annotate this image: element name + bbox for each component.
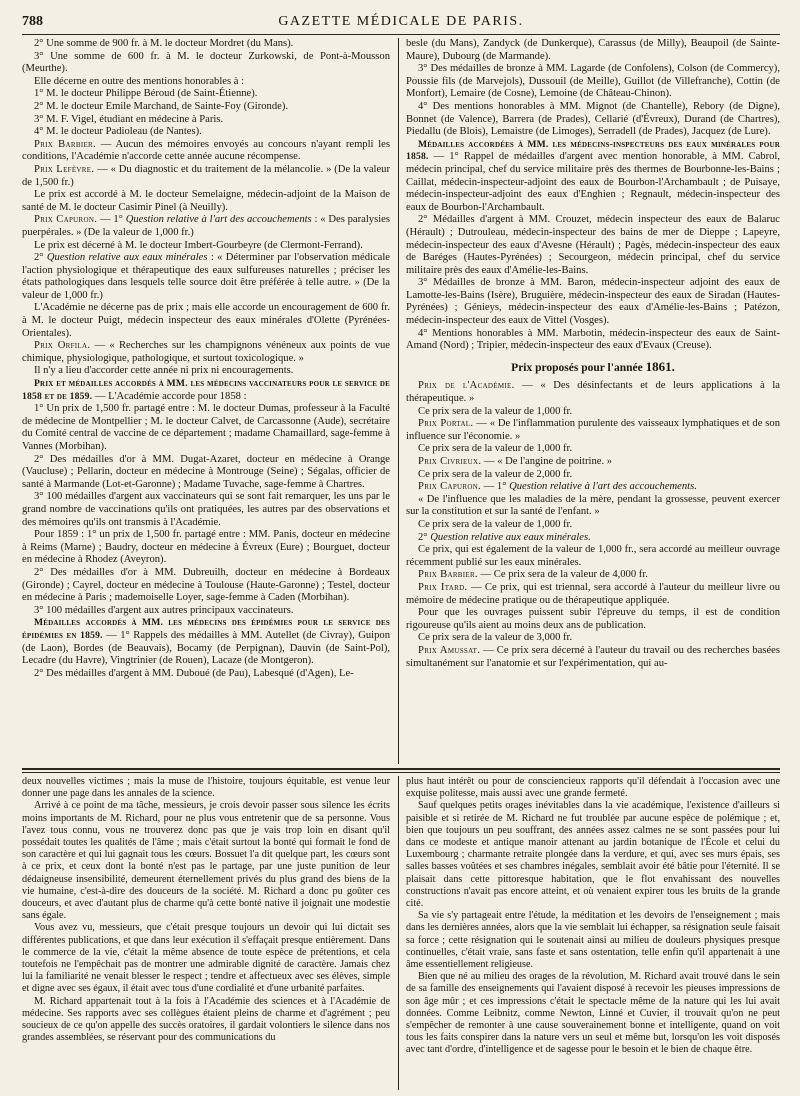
section-divider-thin — [22, 772, 780, 773]
prize-name: Prix Orfila. — [34, 340, 91, 352]
prize-name: Prix Capuron. — [418, 481, 481, 493]
prix-capuron-paragraph: Prix Capuron. — 1° Question relative à l'art des accouchements : « Des paralysies puerpérales. » (De la valeur de 1,000 fr.) — [22, 214, 390, 238]
running-title: GAZETTE MÉDICALE DE PARIS. — [278, 14, 524, 29]
prize-name: Prix Barbier. — [418, 569, 478, 581]
paragraph: Ce prix, qui est également de la valeur de 1,000 fr., sera accordé au meilleur ouvrage récemment publié sur les eaux minérales. — [406, 544, 780, 568]
prix-orfila-paragraph: Prix Orfila. — « Recherches sur les champignons vénéneux aux points de vue chimique, physiologique, pathologique, et surtout toxicologique. » — [22, 340, 390, 364]
paragraph: Bien que né au milieu des orages de la révolution, M. Richard avait trouvé dans le sein de sa famille des enseignements qui l'avaient disposé à recevoir les pieuses impressions de son âge mûr ; et ces impressions c'était le spectacle même de la nature qui les lui avait données. Comme Leibnitz, comme Newton, Linné et Cuvier, il trouvait qu'on ne peut s'empêcher de remonter à une cause souverainement bonne et intelligente, quand on voit tous les faits conspirer dans la nature vers un seul et même but, lorsqu'on les voit disposés avec tant d'ordre, d'intelligence et de sagesse pour le besoin et le bien de chaque être. — [406, 971, 780, 1056]
section-lead: Prix et médailles accordés à MM. les médecins vaccinateurs pour le service de 1858 et de 1859. — [22, 378, 390, 402]
paragraph: 3° Médailles de bronze à MM. Baron, médecin-inspecteur adjoint des eaux de Lamotte-les-Bains (Isère), Bruguière, médecin-inspecteur des eaux de Siradan (Hautes-Pyrénées) ; Génieys, médecin-inspecteur des eaux d'Amélie-les-Bains ; Patézon, médecin-inspecteur des eaux de Vittel (Vosges). — [406, 277, 780, 327]
paragraph: 3° Une somme de 600 fr. à M. le docteur Zurkowski, de Pont-à-Mousson (Meurthe). — [22, 50, 390, 75]
column-divider-lower — [398, 776, 399, 1090]
paragraph: 2° M. le docteur Emile Marchand, de Sainte-Foy (Gironde). — [34, 100, 289, 112]
paragraph: 4° Des mentions honorables à MM. Mignot (de Chantelle), Rebory (de Digne), Bonnet (de Valence), Barrera (de Prades), Cellarié (d'Évreux), Durand (de Chartres), Piedallu (de Blois), Lemaistre (de Limoges), Serradell (de Prades), Jacquez (de Lure). — [406, 100, 780, 138]
prix-itard-paragraph: Prix Itard. — Ce prix, qui est triennal, sera accordé à l'auteur du meilleur livre ou mémoire de médecine pratique ou de thérapeutique appliquée. — [406, 581, 780, 606]
paragraph: Le prix est accordé à M. le docteur Semelaigne, médecin-adjoint de la Maison de santé de M. le docteur Casimir Pinel (à Neuilly). — [22, 189, 390, 213]
paragraph: L'Académie ne décerne pas de prix ; mais elle accorde un encouragement de 600 fr. à M. le docteur Puigt, médecin inspecteur des eaux minérales d'Olette (Pyrénées-Orientales). — [22, 302, 390, 339]
prize-name: Prix Barbier. — [34, 138, 96, 150]
paragraph: 2° Des médailles d'argent à MM. Duboué (de Pau), Labesqué (d'Agen), Le- — [34, 667, 354, 679]
paragraph: Le prix est décerné à M. le docteur Imbert-Gourbeyre (de Clermont-Ferrand). — [34, 239, 363, 251]
section-divider — [22, 768, 780, 770]
column-divider — [398, 38, 399, 764]
paragraph: 2° Question relative aux eaux minérales : « Déterminer par l'observation médicale l'action physiologique et thérapeutique des eaux sulfureuses naturelles ; préciser les états pathologiques dans lesquels telle source doit être préférée à telle autre. » (De la valeur de 1,000 fr.) — [22, 252, 390, 301]
paragraph: besle (du Mans), Zandyck (de Dunkerque), Carassus (de Milly), Beaupoil (de Sainte-Maure), Dubourg (de Marmande). — [406, 38, 780, 62]
paragraph: Arrivé à ce point de ma tâche, messieurs, je crois devoir passer sous silence les écrits moins importants de M. Richard, pour ne plus vous entretenir que de sa personne. Vous l'avez tous connu, vous ne trouverez donc pas que je vais trop loin en disant qu'il possédait toutes les qualités de l'âme ; mais c'était surtout la bonté qui formait le fond de son caractère et qui lui gagnait tous les cœurs. Bossuet l'a dit quelque part, les cœurs sont à ce prix, et ceux dont la bonté n'est pas le partage, par une juste punition de leur dédaigneuse insensibilité, demeurent éternellement privés du plus grand des biens de la vie humaine, c'est-à-dire des douceurs de la société. M. Richard a donc pu goûter ces douceurs, et avec d'autant plus de charme qu'à cette bonté native il joignait une modestie sans égale. — [22, 800, 390, 922]
paragraph: Pour 1859 : 1° un prix de 1,500 fr. partagé entre : MM. Panis, docteur en médecine à Reims (Marne) ; Baudry, docteur en médecine à Évreux (Eure) ; Bourguet, docteur en médecine à Rhodez (Aveyron). — [22, 529, 390, 566]
prix-portal-paragraph: Prix Portal. — « De l'inflammation purulente des vaisseaux lymphatiques et de son influence sur l'économie. » — [406, 418, 780, 442]
paragraph: 3° 100 médailles d'argent aux autres principaux vaccinateurs. — [34, 604, 294, 616]
paragraph: Il n'y a lieu d'accorder cette année ni prix ni encouragements. — [34, 365, 294, 377]
prix-barbier-1861-paragraph: Prix Barbier. — Ce prix sera de la valeur de 4,000 fr. — [418, 569, 648, 581]
column-upper-right — [406, 38, 780, 764]
paragraph: 1° Un prix de 1,500 fr. partagé entre : M. le docteur Dumas, professeur à la Faculté de médecine de Montpellier ; M. le docteur Calvet, de Carcassonne (Aude), secrétaire du Comité central de vaccine de ce département ; madame Chamaillard, sage-femme à Vannes (Morbihan). — [22, 403, 390, 452]
paragraph: Vous avez vu, messieurs, que c'était presque toujours un devoir qui lui dictait ses différentes publications, et que dans leur exécution il s'effaçait presque entièrement. Dans le commerce de la vie, c'était la même absence de toute espèce de prétentions, et cela toutefois ne l'empêchait pas de montrer une admirable dignité de caractère. Jamais chez lui la familiarité ne venait blesser le respect ; tendre et affectueux avec ses élèves, simple et digne avec ses égaux, il était avec tous d'une cordialité et d'une urbanité parfaites. — [22, 922, 390, 995]
prix-lefevre-paragraph: Prix Lefèvre. — « Du diagnostic et du traitement de la mélancolie. » (De la valeur de 1,500 fr.) — [22, 163, 390, 188]
paragraph: Ce prix sera de la valeur de 1,000 fr. — [418, 405, 573, 417]
prize-name: Prix Capuron. — [34, 214, 98, 226]
prize-name: Prix Lefèvre. — [34, 163, 95, 175]
paragraph: 2° Des médailles d'or à MM. Dubreuilh, docteur en médecine à Bordeaux (Gironde) ; Cayrel, docteur en médecine à Toulouse (Haute-Garonne) ; Testel, docteur en médecine à Paris ; mademoiselle Loyer, sage-femme à Caden (Morbihan). — [22, 566, 390, 604]
eaux-paragraph: Médailles accordées à MM. les médecins-inspecteurs des eaux minérales pour 1858. — 1° Rappel de médailles d'argent avec mention honorable, à MM. Cabrol, médecin principal, chef du service militaire près des thermes de Bourbonne-les-Bains ; Caillat, médecin-inspecteur-adjoint des eaux de Bourbon-l'Archambault ; de Puisaye, médecin-inspecteur-adjoint des eaux d'Enghien ; Regnault, médecin-inspecteur des eaux de Bourbon-l'Archambault. — [406, 138, 780, 213]
paragraph: Pour que les ouvrages puissent subir l'épreuve du temps, il est de condition rigoureuse qu'ils aient au moins deux ans de publication. — [406, 607, 780, 631]
section-lead: Médailles accordés à MM. les médecins des épidémies pour le service des épidémies en 1859. — [22, 617, 390, 641]
prize-name: Prix Civrieux. — [418, 456, 482, 467]
page-header — [22, 14, 780, 34]
paragraph: Elle décerne en outre des mentions honorables à : — [34, 75, 245, 87]
paragraph: M. Richard appartenait tout à la fois à l'Académie des sciences et à l'Académie de médecine. Ses rapports avec ses collègues étaient pleins de charme et d'agrément ; peu soucieux de ce qu'on appelle des succès oratoires, il gardait volontiers le silence dans nos grandes assemblées, se réservant pour des communications du — [22, 995, 390, 1044]
section-title-prix-1861: Prix proposés pour l'année 1861. — [511, 358, 675, 374]
paragraph: 2° Médailles d'argent à MM. Crouzet, médecin inspecteur des eaux de Balaruc (Hérault) ; Dutrouleau, médecin-inspecteur des bains de mer de Dieppe ; Lapeyre, médecin-inspecteur des eaux d'Avesne (Hérault) ; Pagès, médecin-inspecteur des eaux de Baréges (Hautes-Pyrénées) ; Secourgeon, médecin principal, chef du service militaire près des eaux d'Amélie-les-Bains. — [406, 214, 780, 276]
page-number: 788 — [22, 14, 43, 29]
paragraph: Sa vie s'y partageait entre l'étude, la méditation et les devoirs de l'enseignement ; mais dans les dernières années, alors que la vie semblait lui échapper, sa résignation seule faisait sa force ; cette résignation qui le soutenait ainsi au milieu de douleurs physiques presque continuelles, c'était vraie, sans faste et sans ostentation, telle enfin qu'il appartenait à une âme essentiellement religieuse. — [406, 910, 780, 971]
paragraph: 3° Des médailles de bronze à MM. Lagarde (de Confolens), Colson (de Commercy), Poussie fils (de Marvejols), Dussouil (de Meille), Guillot (de Villefranche), Cottin (de Monfort), Lemaire (de Cosne), Lemoine (de Château-Chinon). — [406, 63, 780, 100]
epidemies-paragraph: Médailles accordés à MM. les médecins des épidémies pour le service des épidémies en 1859. — 1° Rappels des médailles à MM. Autellet (de Civray), Guipon (de Laon), Bordes (de Beauvais), Bocamy (de Perpignan), Dauvin (de Saint-Pol), Lecadre (du Havre), Vingtrinier (de Rouen), Lacaze (de Montgeron). — [22, 617, 390, 667]
paragraph: 2° Des médailles d'or à MM. Dugat-Azaret, docteur en médecine à Orange (Vaucluse) ; Pellarin, docteur en médecine à Montrouge (Seine) ; Ségalas, officier de santé à Marmande (Lot-et-Garonne) ; Madame Tuvache, sage-femme à Chartres. — [22, 453, 390, 490]
paragraph: 4° Mentions honorables à MM. Marbotin, médecin-inspecteur des eaux de Saint-Amand (Nord) ; Tripier, médecin-inspecteur des eaux d'Evaux (Creuse). — [406, 327, 780, 352]
paragraph: 2° Question relative aux eaux minérales. — [418, 531, 591, 543]
header-rule — [22, 34, 780, 35]
paragraph: plus haut intérêt ou pour de consciencieux rapports qu'il défendait à l'occasion avec une exquise politesse, mais aussi avec une grande fermeté. — [406, 776, 780, 800]
prix-barbier-paragraph: Prix Barbier. — Aucun des mémoires envoyés au concours n'ayant rempli les conditions, l'Académie n'accorde cette année aucune récompense. — [22, 138, 390, 163]
paragraph: « De l'influence que les maladies de la mère, pendant la grossesse, peuvent exercer sur la constitution et sur la santé de l'enfant. » — [406, 493, 780, 518]
vaccinateurs-paragraph: Prix et médailles accordés à MM. les médecins vaccinateurs pour le service de 1858 et de 1859. — L'Académie accorde pour 1858 : — [22, 378, 390, 402]
paragraph: Sauf quelques petits orages inévitables dans la vie académique, l'existence d'ailleurs si paisible et si retirée de M. Richard ne fut troublée par aucune espèce de polémique ; et, bien que toujours un peu souffrant, des années assez calmes ne se sont passées pour lui dans ce modeste et antique manoir attenant au jardin botanique de l'École et celui du Luxembourg ; charmante retraite plongée dans la verdure, et qui, avec ses murs épais, ses salles basses voûtées et ses chambres inégales, semblait avoir été bâtie pour l'éternité. Il se plaisait dans cette pittoresque habitation, que le flot envahissant des nouvelles constructions n'avait pas encore atteint, et où venaient expirer tous les bruits de la grande cité. — [406, 800, 780, 910]
column-lower-left — [22, 776, 390, 1092]
paragraph: Ce prix sera de la valeur de 3,000 fr. — [418, 632, 573, 644]
paragraph: Ce prix sera de la valeur de 1,000 fr. — [418, 518, 573, 530]
column-lower-right — [406, 776, 780, 1092]
prix-civrieux-paragraph: Prix Civrieux. — « De l'angine de poitrine. » — [418, 456, 613, 467]
prize-name: Prix Itard. — [418, 581, 468, 593]
paragraph: Ce prix sera de la valeur de 1,000 fr. — [418, 443, 573, 455]
section-lead: Médailles accordées à MM. les médecins-inspecteurs des eaux minérales pour 1858. — [406, 138, 780, 163]
paragraph: 3° 100 médailles d'argent aux vaccinateurs qui se sont fait remarquer, les uns par le grand nombre de vaccinations qu'ils ont pratiquées, les autres par des observations et des mémoires qu'ils ont transmis à l'Académie. — [22, 491, 390, 528]
prix-academie-paragraph: Prix de l'Académie. — « Des désinfectants et de leurs applications à la thérapeutique. » — [406, 380, 780, 405]
prix-amussat-paragraph: Prix Amussat. — Ce prix sera décerné à l'auteur du travail ou des recherches basées simultanément sur l'anatomie et sur l'expérimentation, qui au- — [406, 644, 780, 669]
prix-capuron-1861-paragraph: Prix Capuron. — 1° Question relative à l'art des accouchements. — [418, 481, 697, 493]
column-upper-left — [22, 38, 390, 764]
paragraph: deux nouvelles victimes ; mais la muse de l'histoire, toujours équitable, est venue leur donner une page dans les annales de la science. — [22, 776, 390, 800]
prize-name: Prix de l'Académie. — [418, 380, 515, 392]
paragraph: 4° M. le docteur Padioleau (de Nantes). — [34, 126, 202, 138]
paragraph: 2° Une somme de 900 fr. à M. le docteur Mordret (du Mans). — [34, 38, 294, 49]
paragraph: 3° M. F. Vigel, étudiant en médecine à Paris. — [34, 113, 224, 125]
prize-name: Prix Portal. — [418, 418, 474, 430]
paragraph: 1° M. le docteur Philippe Béroud (de Saint-Étienne). — [34, 88, 258, 100]
paragraph: Ce prix sera de la valeur de 2,000 fr. — [418, 468, 573, 480]
prize-name: Prix Amussat. — [418, 644, 481, 656]
